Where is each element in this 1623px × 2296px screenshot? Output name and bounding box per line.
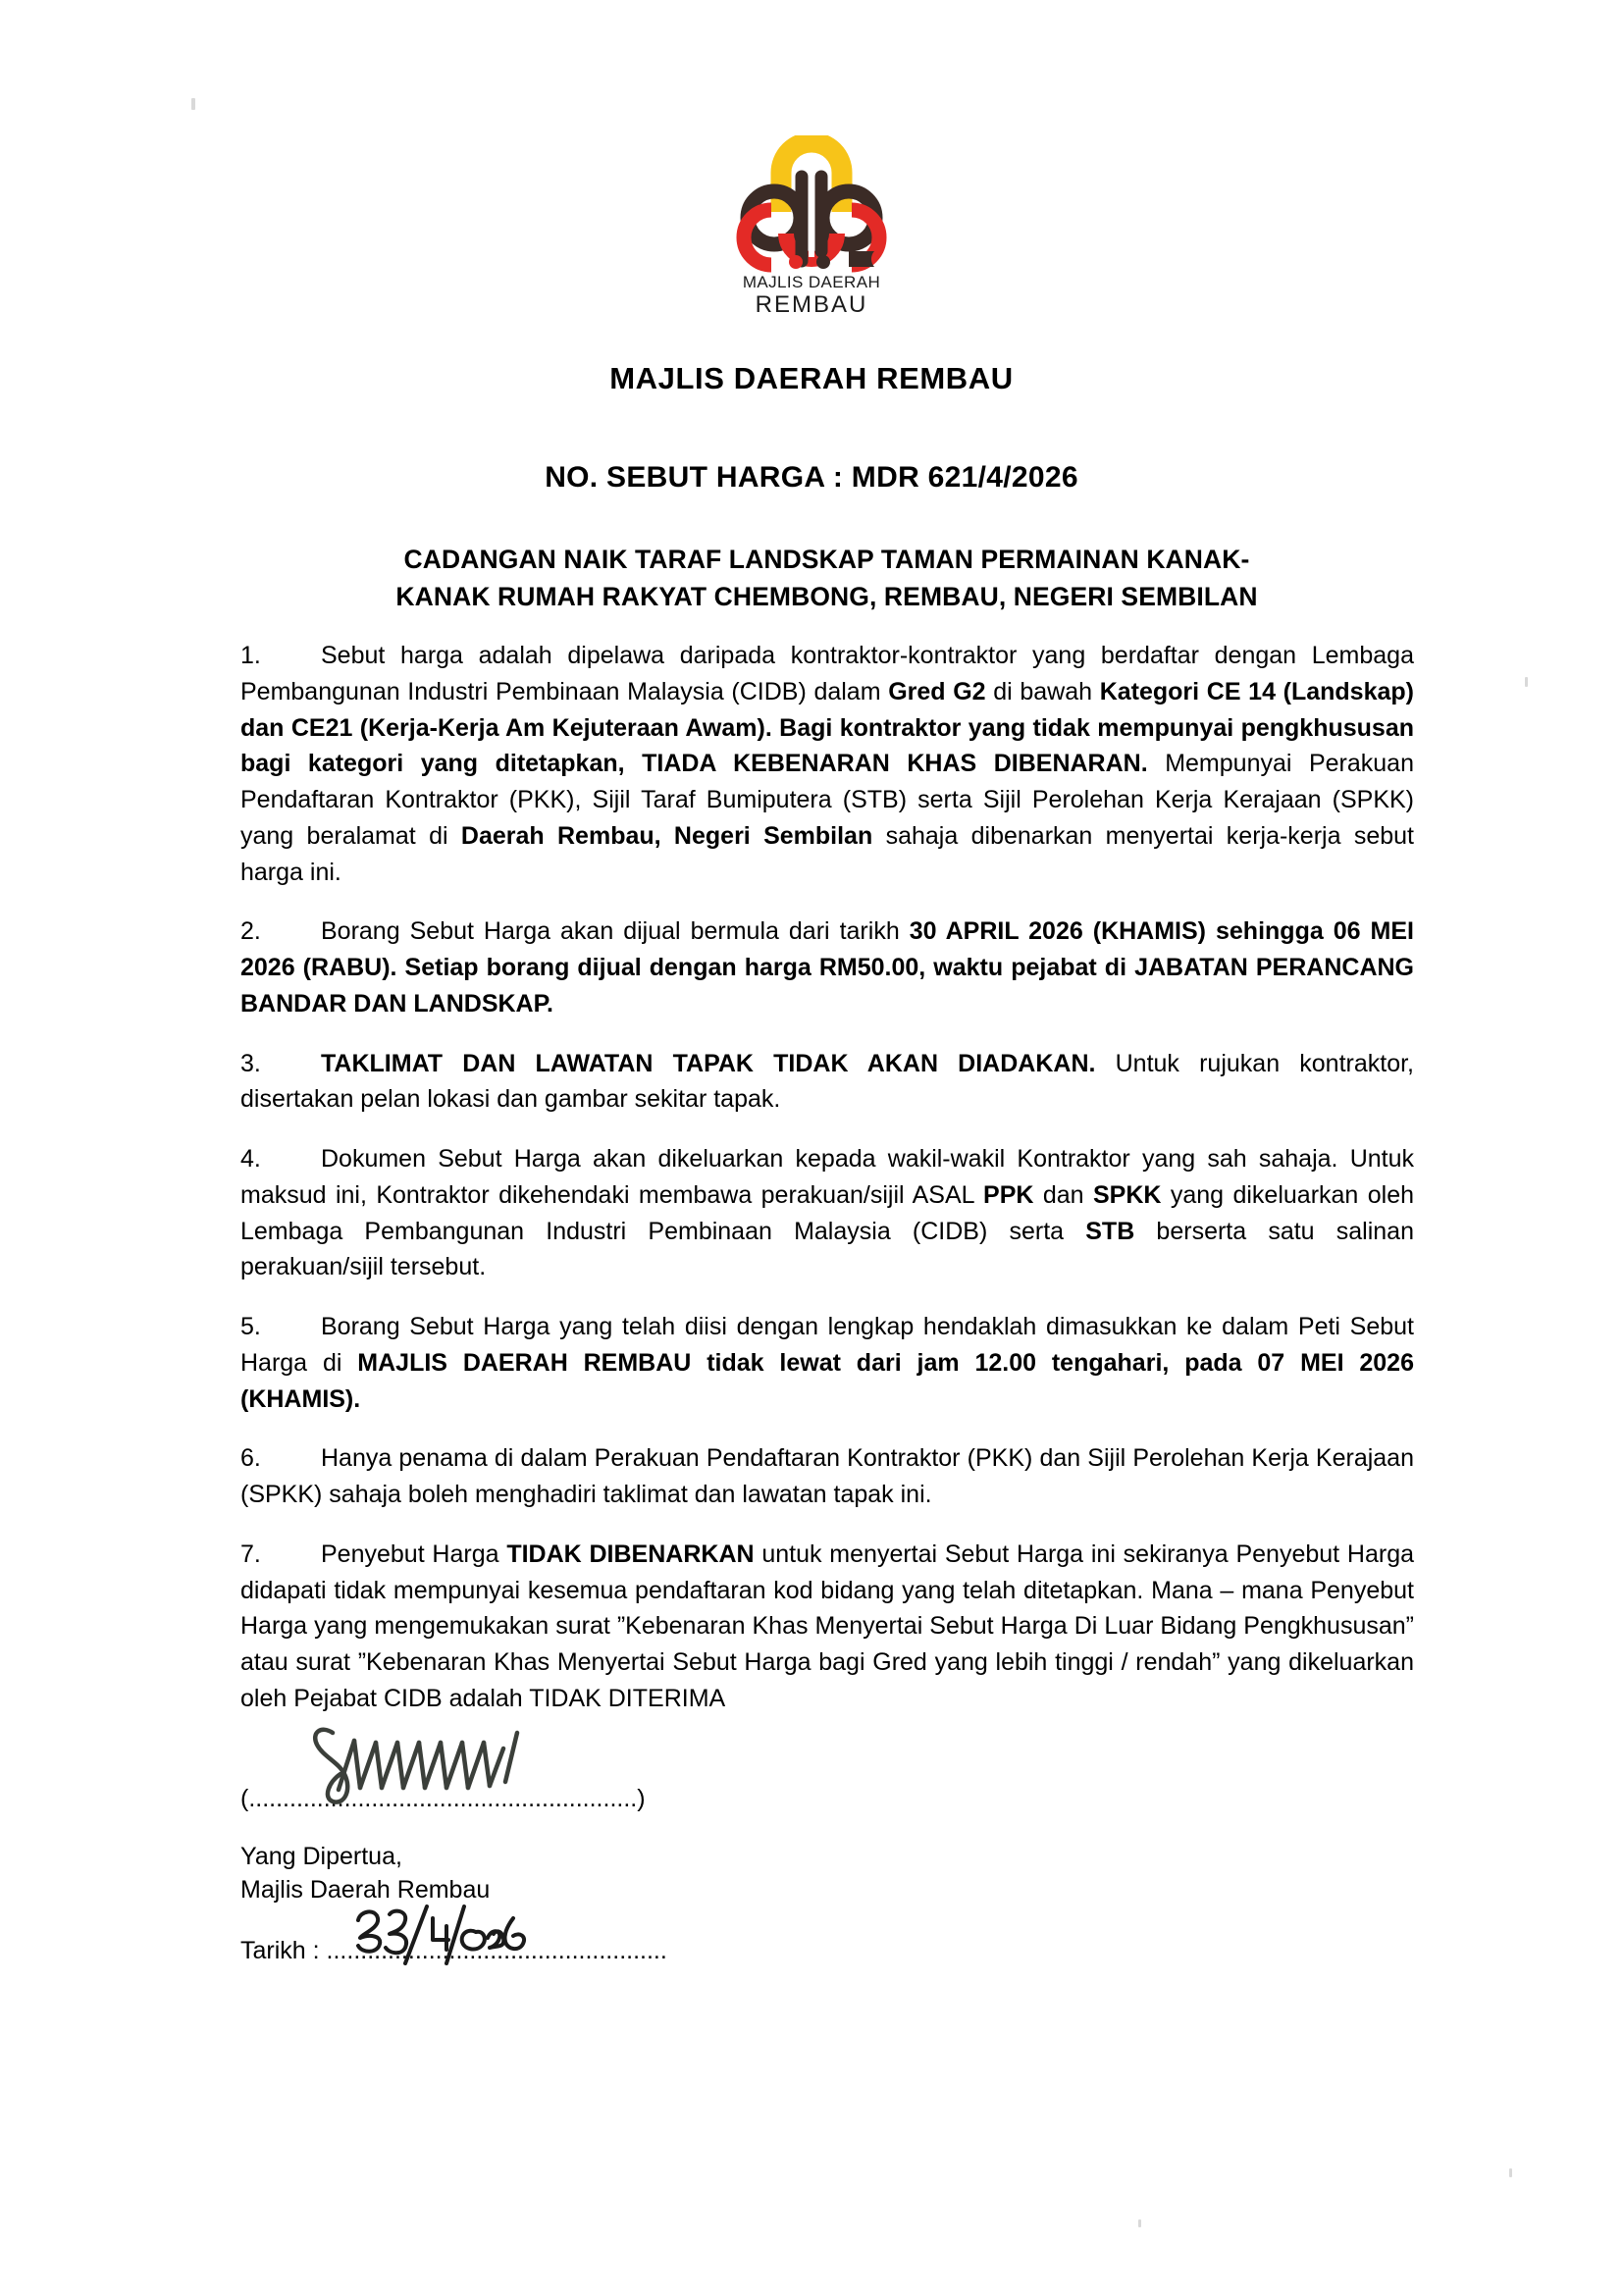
- clause-text: untuk menyertai Sebut Harga ini sekiranya Penyebut Harga didapati tidak mempunyai kesemua pendaftaran kod bidang yang telah ditetapkan. Mana – mana Penyebut Harga yang mengemukakan surat ”Kebenaran Khas Menyertai Sebut Harga Di Luar Bidang Pengkhususan” atau surat ”Kebenaran Khas Menyertai Sebut Harga bagi Gred yang lebih tinggi / rendah” yang dikeluarkan oleh Pejabat CIDB adalah TIDAK DITERIMA: [240, 1539, 1414, 1712]
- clause-text-emphasis: Daerah Rembau, Negeri Sembilan: [460, 821, 873, 850]
- clause-text: Borang Sebut Harga yang telah diisi dengan lengkap hendaklah dimasukkan ke dalam Peti Sebut Harga di: [240, 1313, 1414, 1377]
- clause-text: Untuk rujukan kontraktor, disertakan pelan lokasi dan gambar sekitar tapak.: [240, 1049, 1414, 1114]
- clause-list: [240, 638, 1414, 1717]
- signature-dotted-line: (.........................................................): [240, 1785, 646, 1812]
- clause-text: berserta satu salinan perakuan/sijil tersebut.: [240, 1217, 1414, 1281]
- clause-paragraph: [240, 1046, 1414, 1119]
- clause-text-emphasis: MAJLIS DAERAH REMBAU tidak lewat dari jam 12.00 tengahari, pada 07 MEI 2026 (KHAMIS).: [240, 1348, 1414, 1413]
- clause-text: Dokumen Sebut Harga akan dikeluarkan kepada wakil-wakil Kontraktor yang sah sahaja. Untuk maksud ini, Kontraktor dikehendaki membawa perakuan/sijil ASAL: [240, 1145, 1414, 1209]
- clause-text-emphasis: Kategori CE 14 (Landskap) dan CE21 (Kerja-Kerja Am Kejuteraan Awam). Bagi kontraktor yang tidak mempunyai pengkhususan bagi kategori yang ditetapkan, TIADA KEBENARAN KHAS DIBENARAN.: [240, 677, 1414, 778]
- clause-text-emphasis: SPKK: [1092, 1180, 1162, 1209]
- logo-text-line1: MAJLIS DAERAH: [742, 273, 881, 291]
- date-label: Tarikh :: [240, 1937, 327, 1964]
- project-title: [240, 542, 1413, 615]
- clause-number: 4.: [240, 1145, 261, 1173]
- quotation-number: NO. SEBUT HARGA : MDR 621/4/2026: [545, 461, 1078, 494]
- clause-text-emphasis: TIDAK DIBENARKAN: [506, 1539, 755, 1568]
- clause-text: yang dikeluarkan oleh Lembaga Pembangunan Industri Pembinaan Malaysia (CIDB) serta: [240, 1180, 1415, 1245]
- council-logo: [0, 135, 1623, 317]
- project-title-line1: CADANGAN NAIK TARAF LANDSKAP TAMAN PERMAINAN KANAK-: [403, 545, 1250, 574]
- clause-paragraph: [240, 1141, 1414, 1285]
- clause-number: 3.: [240, 1049, 261, 1077]
- clause-text: Mempunyai Perakuan Pendaftaran Kontraktor (PKK), Sijil Taraf Bumiputera (STB) serta Sijil Perolehan Kerja Kerajaan (SPKK) yang beralamat di: [240, 750, 1414, 850]
- clause-paragraph: [240, 913, 1414, 1021]
- clause-text: dan: [1033, 1180, 1093, 1209]
- signature-name-line: [240, 1784, 927, 1819]
- clause-paragraph: [240, 638, 1414, 890]
- clause-text: Penyebut Harga: [321, 1539, 507, 1568]
- clause-text: sahaja dibenarkan menyertai kerja-kerja sebut harga ini.: [240, 821, 1414, 886]
- logo-text-line2: REMBAU: [755, 291, 868, 318]
- signature-block: [240, 1784, 927, 1965]
- scan-speck: [1138, 2219, 1141, 2227]
- date-dotted-line: ..................................................: [326, 1937, 667, 1964]
- clause-paragraph: [240, 1309, 1414, 1417]
- clause-paragraph: [240, 1440, 1414, 1513]
- clause-text-emphasis: STB: [1085, 1217, 1135, 1245]
- clause-text: Borang Sebut Harga akan dijual bermula dari tarikh: [321, 917, 910, 946]
- clause-number: 1.: [240, 642, 261, 669]
- signatory-organization: Majlis Daerah Rembau: [240, 1875, 491, 1904]
- clause-text: Hanya penama di dalam Perakuan Pendaftaran Kontraktor (PKK) dan Sijil Perolehan Kerja Kerajaan (SPKK) sahaja boleh menghadiri taklimat dan lawatan tapak ini.: [240, 1444, 1414, 1508]
- page-title-organization: MAJLIS DAERAH REMBAU: [609, 361, 1014, 395]
- clause-number: 7.: [240, 1539, 261, 1568]
- clause-text: di bawah: [985, 677, 1100, 705]
- clause-number: 2.: [240, 917, 261, 946]
- clause-text-emphasis: PPK: [983, 1180, 1034, 1209]
- clause-number: 6.: [240, 1444, 261, 1473]
- clause-text: Sebut harga adalah dipelawa daripada kontraktor-kontraktor yang berdaftar dengan Lembaga Pembangunan Industri Pembinaan Malaysia (CIDB) dalam: [240, 642, 1414, 705]
- date-row: [240, 1936, 927, 1965]
- signatory-title: Yang Dipertua,: [240, 1843, 402, 1870]
- clause-number: 5.: [240, 1313, 261, 1340]
- clause-text-emphasis: Gred G2: [888, 677, 986, 705]
- scan-speck: [191, 98, 195, 110]
- project-title-line2: KANAK RUMAH RAKYAT CHEMBONG, REMBAU, NEGERI SEMBILAN: [395, 581, 1258, 611]
- council-crest-icon: [725, 135, 898, 273]
- clause-paragraph: [240, 1537, 1414, 1717]
- scan-speck: [1509, 2168, 1512, 2177]
- clause-text-emphasis: TAKLIMAT DAN LAWATAN TAPAK TIDAK AKAN DIADAKAN.: [321, 1049, 1096, 1077]
- clause-text-emphasis: 30 APRIL 2026 (KHAMIS) sehingga 06 MEI 2026 (RABU). Setiap borang dijual dengan harga RM50.00, waktu pejabat di JABATAN PERANCANG BANDAR DAN LANDSKAP.: [240, 917, 1414, 1018]
- scan-speck: [1525, 677, 1528, 687]
